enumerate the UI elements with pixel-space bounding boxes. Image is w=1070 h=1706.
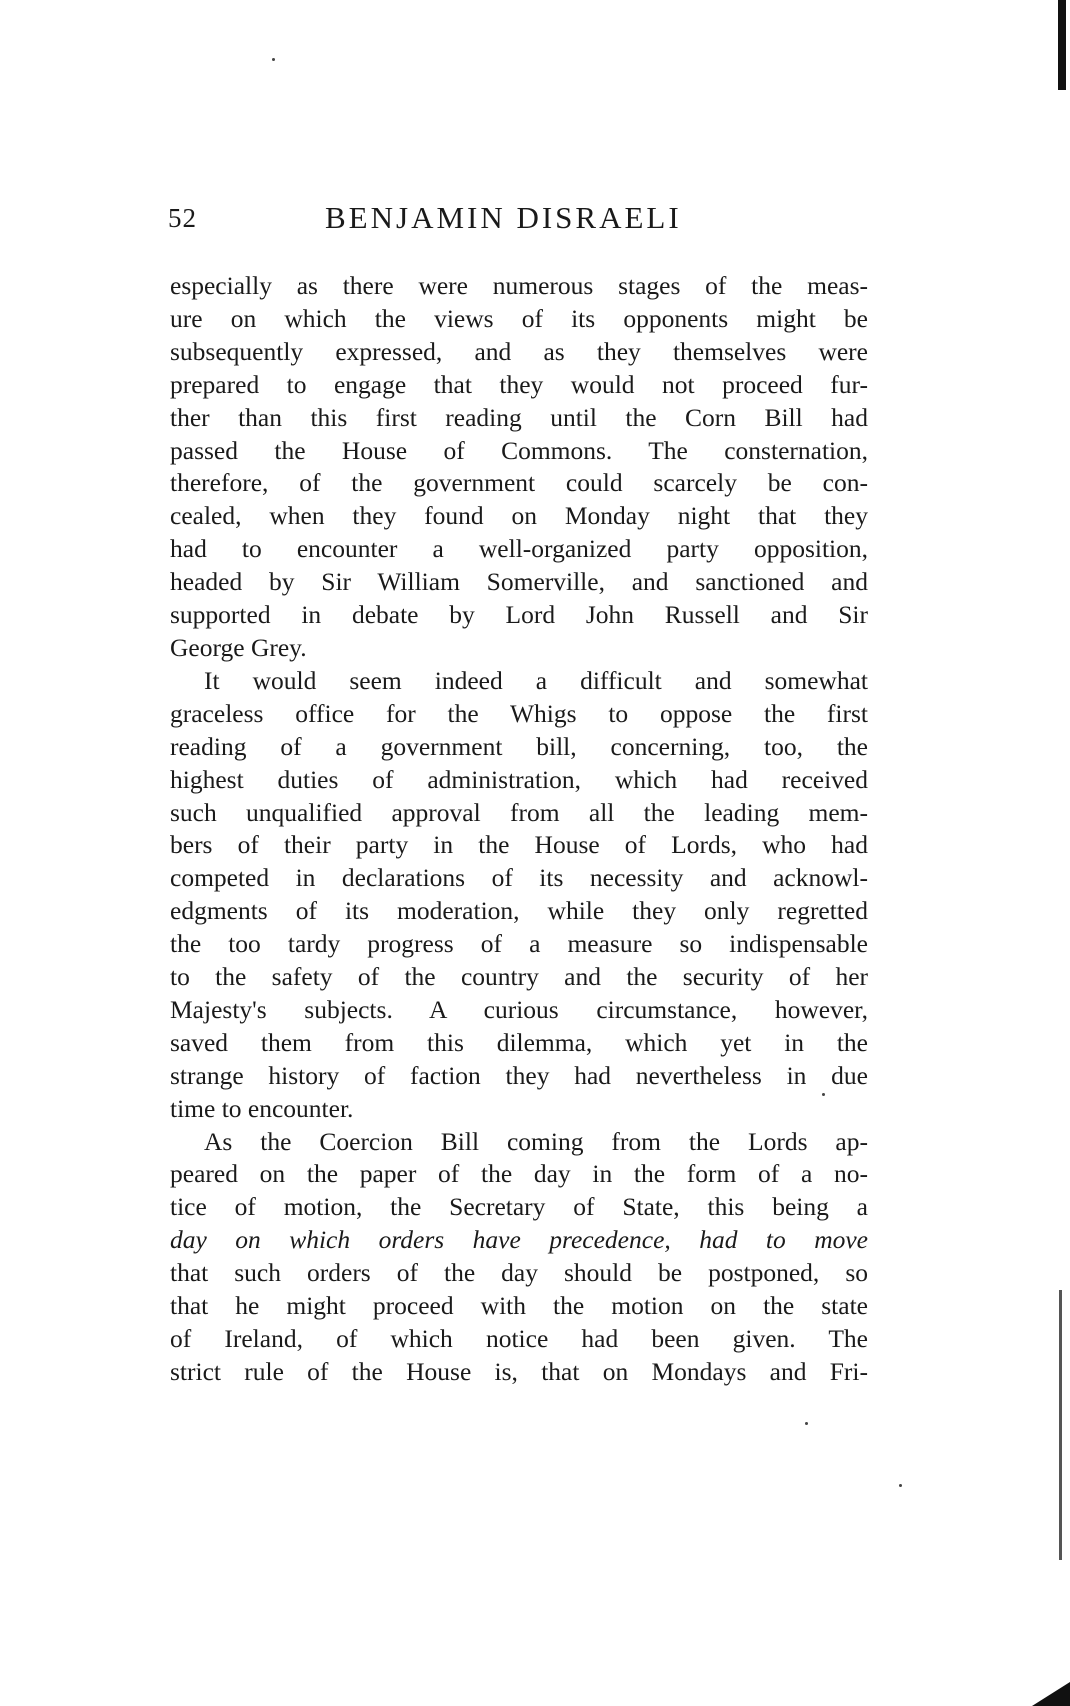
text-line: subsequently expressed, and as they themselves were — [170, 336, 868, 366]
text-line: that such orders of the day should be postponed, so — [170, 1258, 868, 1288]
text-line: passed the House of Commons. The consternation, — [170, 435, 868, 465]
text-line: strict rule of the House is, that on Mondays and Fri- — [170, 1356, 868, 1386]
text-line italic-line: day on which orders have precedence, had to move — [170, 1225, 868, 1255]
text-line: the too tardy progress of a measure so indispensable — [170, 929, 868, 959]
text-line: to the safety of the country and the security of her — [170, 962, 868, 992]
text-line: competed in declarations of its necessity and acknowl- — [170, 863, 868, 893]
text-line: of Ireland, of which notice had been given. The — [170, 1324, 868, 1353]
text-line: saved them from this dilemma, which yet in the — [170, 1027, 868, 1057]
scan-edge-shadow — [1058, 0, 1066, 90]
running-head: BENJAMIN DISRAELI — [325, 200, 682, 235]
text-line: prepared to engage that they would not proceed fur- — [170, 369, 868, 399]
text-line: edgments of its moderation, while they only regretted — [170, 896, 868, 926]
text-line: therefore, of the government could scarcely be con- — [170, 468, 868, 498]
text-line: bers of their party in the House of Lords, who had — [170, 830, 868, 860]
text-line: ure on which the views of its opponents might be — [170, 303, 868, 333]
text-line: supported in debate by Lord John Russell and Sir — [170, 600, 868, 630]
text-line: time to encounter. — [170, 1093, 354, 1123]
scan-corner-mark — [1032, 1682, 1070, 1706]
text-line: headed by Sir William Somerville, and sanctioned and — [170, 567, 868, 597]
page-number: 52 — [168, 203, 197, 233]
text-line: ther than this first reading until the Corn Bill had — [170, 402, 868, 432]
scan-speck — [822, 1093, 825, 1096]
text-line: graceless office for the Whigs to oppose the first — [170, 698, 868, 728]
text-line: reading of a government bill, concerning, too, the — [170, 731, 868, 761]
text-line: George Grey. — [170, 632, 307, 662]
text-line: Majesty's subjects. A curious circumstance, however, — [170, 994, 868, 1024]
scan-speck — [899, 1484, 902, 1487]
scan-speck — [272, 58, 275, 61]
text-line: especially as there were numerous stages of the meas- — [170, 271, 868, 300]
text-line: cealed, when they found on Monday night that they — [170, 501, 868, 531]
text-line: highest duties of administration, which had received — [170, 764, 868, 794]
text-line: that he might proceed with the motion on the state — [170, 1291, 868, 1321]
text-line: strange history of faction they had nevertheless in due — [170, 1060, 868, 1090]
text-line: had to encounter a well-organized party opposition, — [170, 534, 868, 564]
text-line: It would seem indeed a difficult and somewhat — [204, 665, 868, 695]
text-line: As the Coercion Bill coming from the Lords ap- — [204, 1126, 868, 1156]
text-line: such unqualified approval from all the leading mem- — [170, 797, 868, 827]
scan-edge-streak — [1059, 1290, 1062, 1560]
text-line: peared on the paper of the day in the form of a no- — [170, 1159, 868, 1189]
body-text — [170, 270, 868, 1389]
scan-speck — [805, 1422, 808, 1425]
text-line: tice of motion, the Secretary of State, this being a — [170, 1192, 868, 1222]
